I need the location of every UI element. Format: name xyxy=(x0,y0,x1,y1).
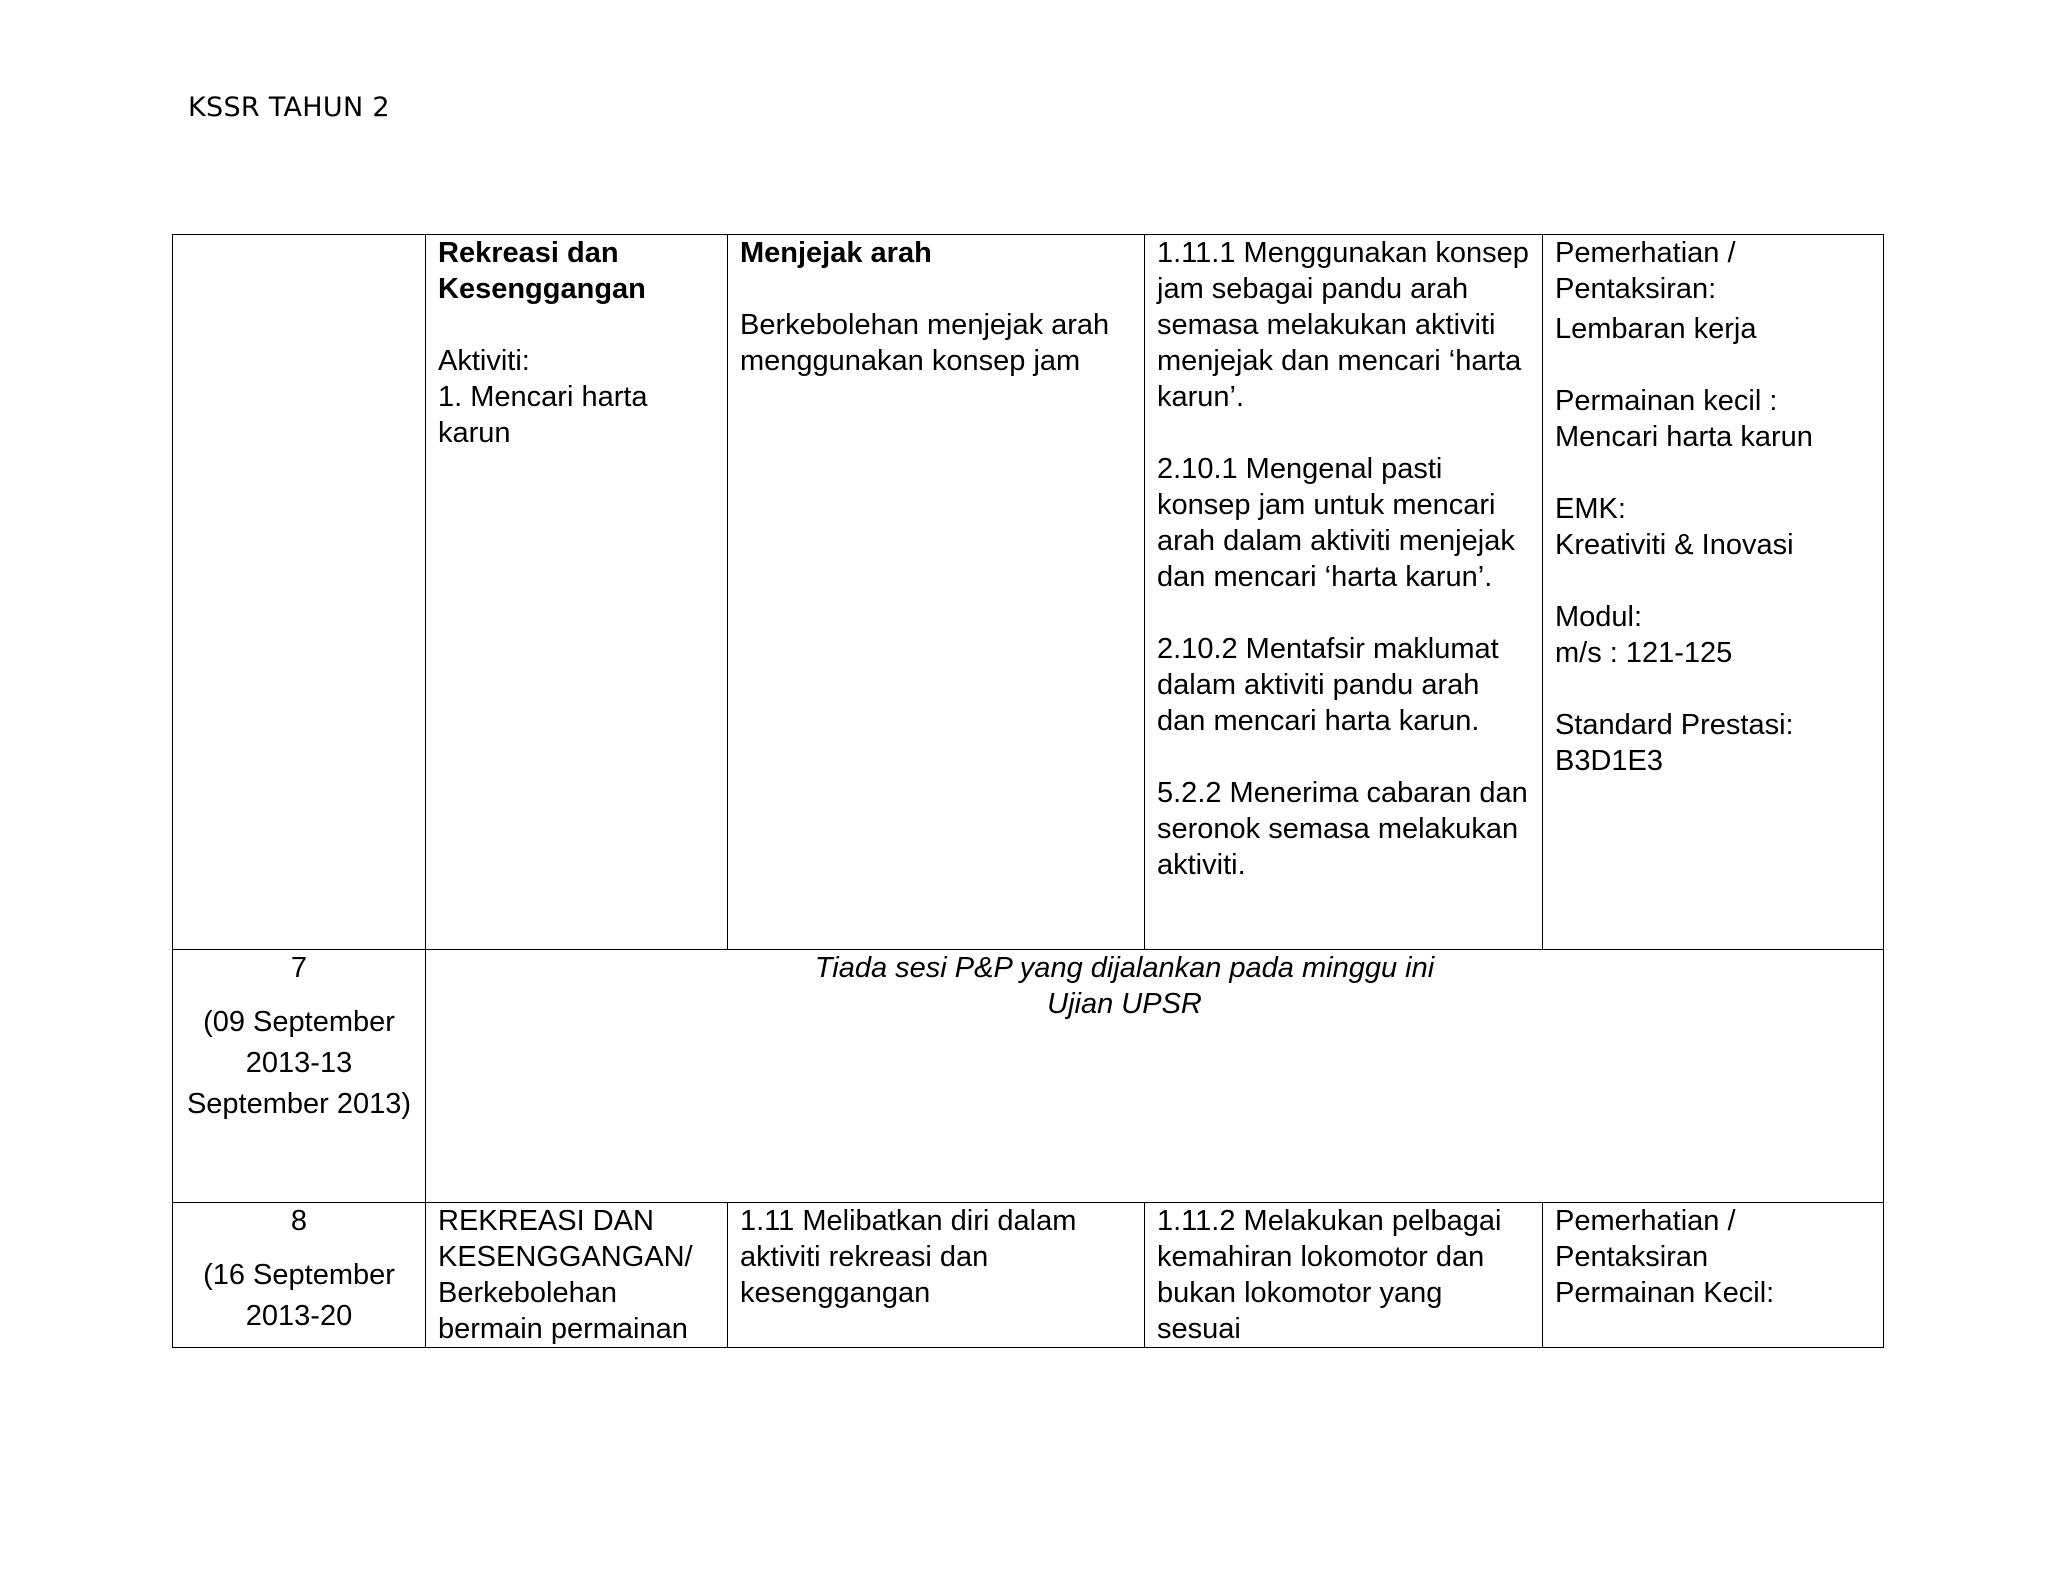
week-cell xyxy=(173,235,426,950)
learning-standard-item: 1.11.2 Melakukan pelbagai kemahiran lokomotor dan bukan lokomotor yang sesuai xyxy=(1157,1205,1502,1345)
module-label: Modul: xyxy=(1555,601,1643,633)
content-text: Berkebolehan menjejak arah menggunakan konsep jam xyxy=(740,309,1110,377)
week-number: 8 xyxy=(290,1205,308,1237)
week-dates: (16 September 2013-20 xyxy=(203,1259,395,1332)
remarks-cell xyxy=(1543,1203,1884,1348)
learning-standard-cell xyxy=(1145,235,1543,950)
document-header: KSSR TAHUN 2 xyxy=(188,92,390,123)
topic-text: REKREASI DAN KESENGGANGAN/ Berkebolehan bermain permainan xyxy=(438,1205,693,1345)
game-label: Permainan Kecil: xyxy=(1555,1277,1775,1309)
topic-heading: Rekreasi dan Kesenggangan xyxy=(438,237,646,305)
week-number: 7 xyxy=(290,952,308,984)
game-value: Mencari harta karun xyxy=(1555,421,1813,453)
content-standard-cell xyxy=(728,1203,1145,1348)
content-heading: Menjejak arah xyxy=(740,237,932,269)
learning-standard-item: 1.11.1 Menggunakan konsep jam sebagai pandu arah semasa melakukan aktiviti menjejak dan mencari ‘harta karun’. xyxy=(1157,237,1529,413)
standard-label: Standard Prestasi: xyxy=(1555,709,1794,741)
module-value: m/s : 121-125 xyxy=(1555,637,1733,669)
topic-cell xyxy=(426,235,728,950)
remarks-cell xyxy=(1543,235,1884,950)
activity-text: 1. Mencari harta karun xyxy=(438,381,648,449)
emk-value: Kreativiti & Inovasi xyxy=(1555,529,1794,561)
emk-label: EMK: xyxy=(1555,493,1626,525)
assessment-label: Pemerhatian / Pentaksiran xyxy=(1555,1205,1736,1273)
learning-standard-item: 2.10.2 Mentafsir maklumat dalam aktiviti pandu arah dan mencari harta karun. xyxy=(1157,633,1499,737)
assessment-value: Lembaran kerja xyxy=(1555,313,1757,345)
table-row xyxy=(173,235,1884,950)
week-cell xyxy=(173,1203,426,1348)
assessment-label: Pemerhatian / Pentaksiran: xyxy=(1555,237,1736,305)
content-text: 1.11 Melibatkan diri dalam aktiviti rekreasi dan kesenggangan xyxy=(740,1205,1077,1309)
lesson-plan-table xyxy=(172,234,1884,1348)
no-session-note xyxy=(426,950,1884,1203)
learning-standard-item: 5.2.2 Menerima cabaran dan seronok semasa melakukan aktiviti. xyxy=(1157,777,1528,881)
content-standard-cell xyxy=(728,235,1145,950)
note-line: Ujian UPSR xyxy=(1047,988,1202,1020)
activity-label: Aktiviti: xyxy=(438,345,530,377)
week-dates: (09 September 2013-13 September 2013) xyxy=(186,1006,412,1120)
standard-value: B3D1E3 xyxy=(1555,745,1664,777)
table-row xyxy=(173,1203,1884,1348)
learning-standard-cell xyxy=(1145,1203,1543,1348)
game-label: Permainan kecil : xyxy=(1555,385,1778,417)
topic-cell xyxy=(426,1203,728,1348)
learning-standard-item: 2.10.1 Mengenal pasti konsep jam untuk mencari arah dalam aktiviti menjejak dan mencari ‘harta karun’. xyxy=(1157,453,1515,593)
table-row xyxy=(173,950,1884,1203)
week-cell xyxy=(173,950,426,1203)
note-line: Tiada sesi P&P yang dijalankan pada minggu ini xyxy=(814,952,1435,984)
